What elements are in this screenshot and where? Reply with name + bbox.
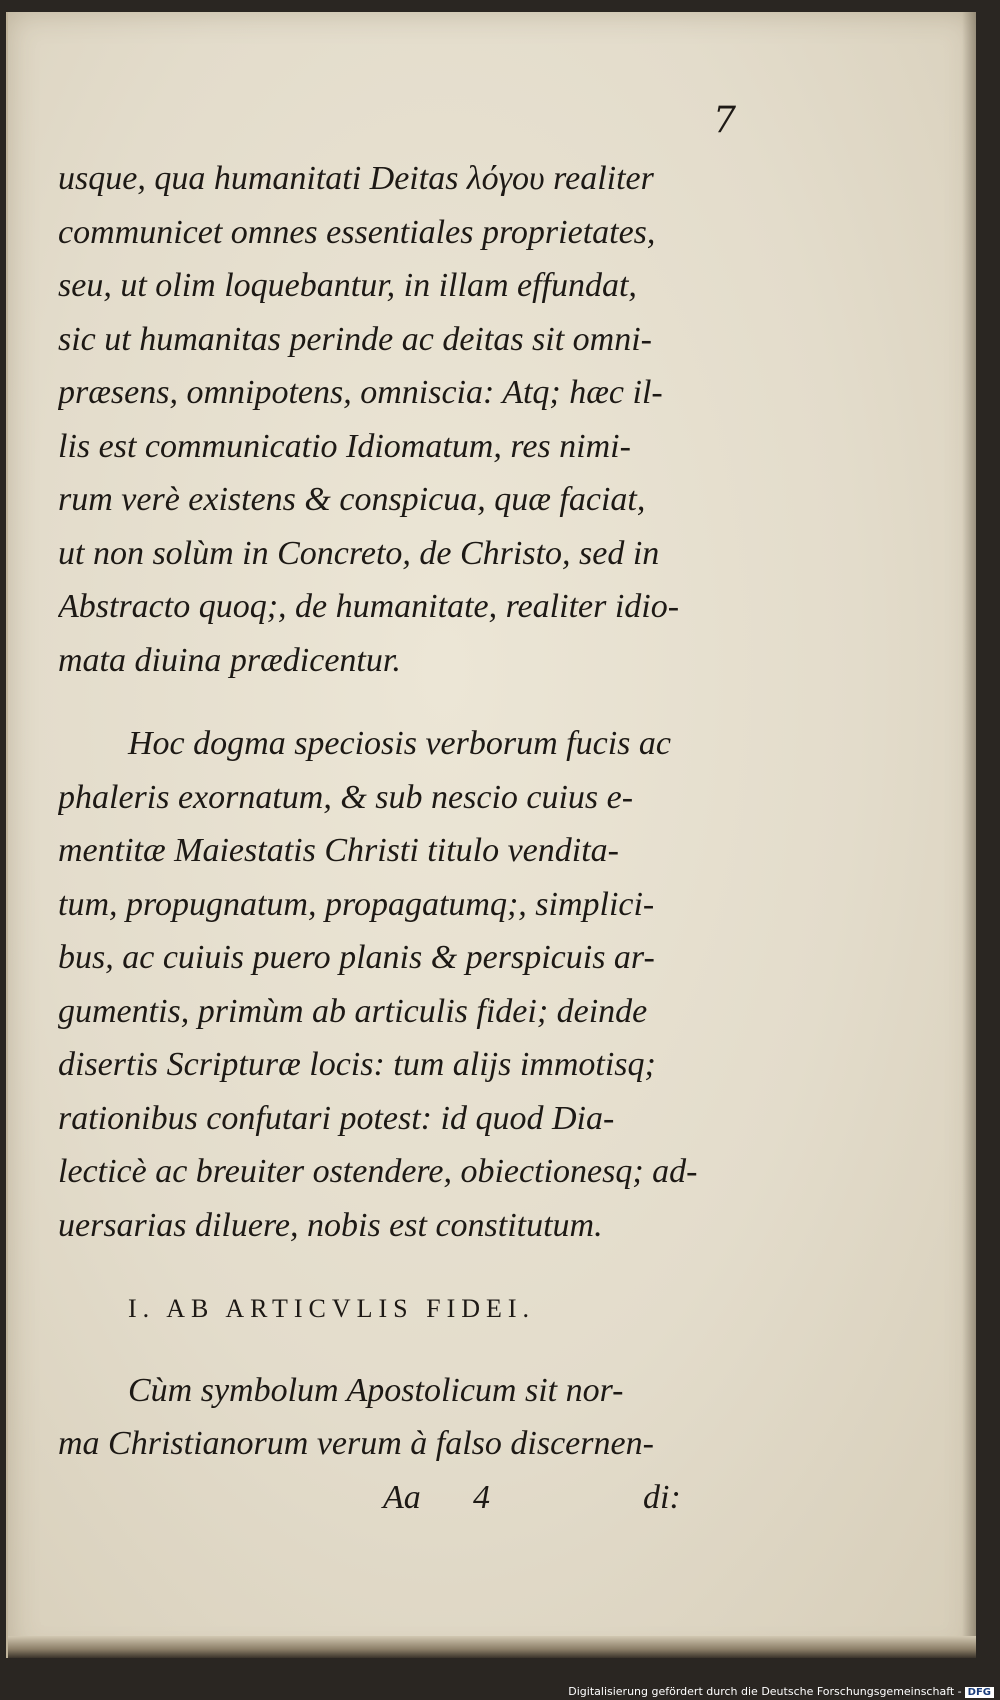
- text-line: rationibus confutari potest: id quod Dia-: [58, 1099, 615, 1137]
- signature-mark: Aa: [383, 1478, 421, 1516]
- signature-number: 4: [473, 1478, 490, 1516]
- dfg-logo: DFG: [965, 1687, 994, 1698]
- page-gutter-shadow: [962, 12, 976, 1658]
- text-line: rum verè existens & conspicua, quæ faciat,: [58, 481, 646, 518]
- text-line: lecticè ac breuiter ostendere, obiectionesq; ad-: [58, 1153, 698, 1190]
- text-line: bus, ac cuiuis puero planis & perspicuis ar-: [58, 939, 655, 976]
- text-line: usque, qua humanitati Deitas λόγου realiter: [58, 160, 654, 197]
- text-line: præsens, omnipotens, omniscia: Atq; hæc il-: [58, 374, 663, 411]
- text-line: sic ut humanitas perinde ac deitas sit omni-: [58, 320, 653, 358]
- catchword: di:: [643, 1478, 681, 1516]
- section-heading: I. AB ARTICVLIS FIDEI.: [128, 1294, 536, 1323]
- text-line: lis est communicatio Idiomatum, res nimi-: [58, 427, 631, 465]
- text-line: Cùm symbolum Apostolicum sit nor-: [128, 1371, 624, 1409]
- page-bottom-edge: [8, 1636, 976, 1658]
- text-line: ma Christianorum verum à falso discernen-: [58, 1425, 654, 1462]
- text-line: communicet omnes essentiales proprietates,: [58, 213, 656, 251]
- text-line: seu, ut olim loquebantur, in illam effundat,: [58, 267, 637, 304]
- text-line: Abstracto quoq;, de humanitate, realiter idio-: [58, 588, 680, 625]
- text-line: disertis Scripturæ locis: tum alijs immotisq;: [58, 1046, 656, 1083]
- signature-line: [58, 1471, 768, 1525]
- text-line: gumentis, primùm ab articulis fidei; deinde: [58, 992, 648, 1030]
- credit-text: Digitalisierung gefördert durch die Deutsche Forschungsgemeinschaft -: [568, 1685, 962, 1698]
- text-line: uersarias diluere, nobis est constitutum.: [58, 1206, 603, 1244]
- paragraph-gap: [58, 687, 768, 717]
- book-page: [6, 12, 976, 1658]
- digitization-credit: [568, 1685, 994, 1698]
- text-line: Hoc dogma speciosis verborum fucis ac: [128, 725, 671, 762]
- text-line: mata diuina prædicentur.: [58, 641, 401, 679]
- text-line: ut non solùm in Concreto, de Christo, sed in: [58, 534, 660, 572]
- text-line: mentitæ Maiestatis Christi titulo vendita-: [58, 832, 619, 869]
- page-number: 7: [713, 100, 736, 141]
- text-line: tum, propugnatum, propagatumq;, simplici-: [58, 885, 655, 923]
- page-text: [58, 152, 768, 1524]
- text-line: phaleris exornatum, & sub nescio cuius e-: [58, 778, 634, 816]
